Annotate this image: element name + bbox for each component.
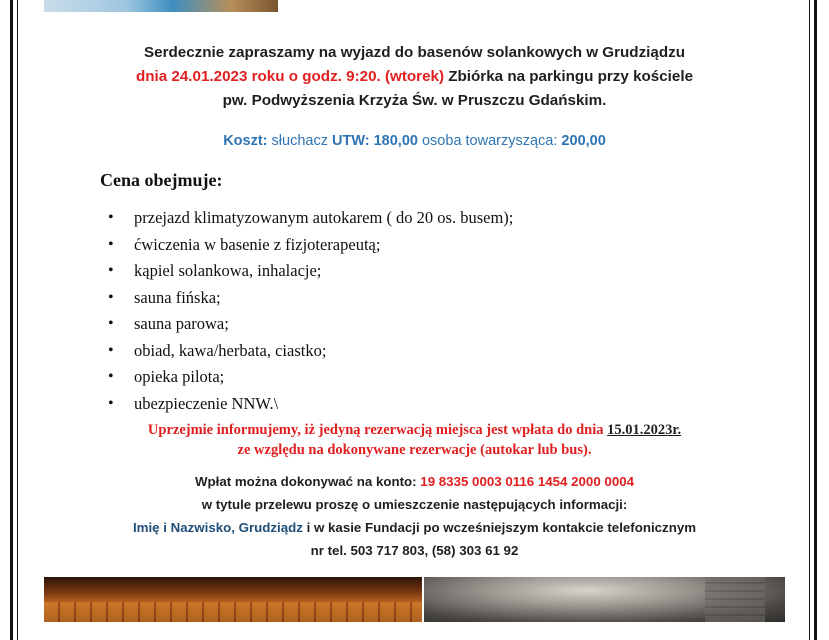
list-item: • obiad, kawa/herbata, ciastko; [105,338,513,365]
cost-label: Koszt: [223,133,268,149]
listener-label: słuchacz [267,133,332,149]
reservation-notice-line-1 [0,420,829,440]
listener-price: UTW: 180,00 [332,133,418,149]
companion-price: 200,00 [557,133,606,149]
reservation-notice-text: Uprzejmie informujemy, iż jedyną rezerwacją miejsca jest wpłata do dnia [147,422,608,438]
reservation-notice-line-2 [0,440,829,460]
list-item: • ćwiczenia w basenie z fizjoterapeutą; [105,232,513,259]
list-item: • kąpiel solankowa, inhalacje; [105,258,513,285]
pool-photo-top [44,0,278,12]
companion-label: osoba towarzysząca: [417,133,558,149]
list-item: • sauna parowa; [105,311,513,338]
bank-account: 19 8335 0003 0116 1454 2000 0004 [420,474,635,489]
church-location: pw. Podwyższenia Krzyża Św. w Pruszczu Gdańskim. [222,92,607,109]
list-item: • sauna fińska; [105,285,513,312]
intro-line-3 [0,89,829,113]
list-item: • ubezpieczenie NNW.\ [105,391,513,418]
list-item: • opieka pilota; [105,364,513,391]
payment-line-4 [0,539,829,562]
trip-date: dnia 24.01.2023 roku o godz. 9:20. (wtorek) [135,68,445,85]
intro-text: Serdecznie zapraszamy na wyjazd do basenów solankowych w Grudziądzu [144,44,685,61]
sauna-photo [44,577,422,622]
payment-line-3 [0,516,829,539]
steam-room-photo [424,577,785,622]
payment-label: Wpłat można dokonywać na konto: [194,474,421,489]
payment-line-2 [0,493,829,516]
includes-list [105,205,513,417]
transfer-title-fields: Imię i Nazwisko, Grudziądz [132,520,303,535]
reservation-reason: ze względu na dokonywane rezerwacje (autokar lub bus). [237,442,592,458]
includes-heading: Cena obejmuje: [100,170,223,190]
intro-line-1 [0,41,829,65]
cash-payment-info: i w kasie Fundacji po wcześniejszym kontakcie telefonicznym [302,520,697,535]
list-item: • przejazd klimatyzowanym autokarem ( do 20 os. busem); [105,205,513,232]
payment-deadline: 15.01.2023r. [607,422,682,438]
transfer-title-info: w tytule przelewu proszę o umieszczenie następujących informacji: [201,497,628,512]
cost-line [0,133,829,149]
intro-line-2 [0,65,829,89]
meeting-point: Zbiórka na parkingu przy kościele [444,68,694,85]
payment-line-1 [0,470,829,493]
phone-numbers: nr tel. 503 717 803, (58) 303 61 92 [310,543,519,558]
